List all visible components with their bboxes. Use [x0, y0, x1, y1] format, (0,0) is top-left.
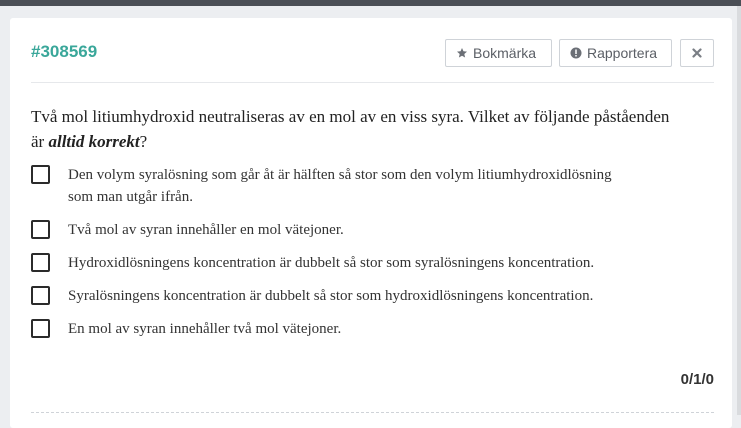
footer-divider [31, 412, 714, 413]
option-checkbox[interactable] [31, 165, 50, 184]
star-icon [456, 47, 468, 59]
option-checkbox[interactable] [31, 220, 50, 239]
answer-option[interactable] [31, 219, 628, 241]
question-card [10, 18, 732, 428]
bookmark-label: Bokmärka [473, 45, 537, 61]
question-emphasis: alltid korrekt [48, 132, 140, 151]
answer-option[interactable] [31, 164, 628, 208]
exclamation-circle-icon [570, 47, 582, 59]
report-label: Rapportera [587, 45, 658, 61]
option-label: Syralösningens koncentration är dubbelt så stor som hydroxidlösningens koncentration. [68, 288, 594, 304]
top-bar [0, 0, 741, 6]
option-label: En mol av syran innehåller två mol vätejoner. [68, 321, 342, 337]
question-text [31, 104, 671, 154]
score-counter: 0/1/0 [680, 371, 714, 388]
option-label: Hydroxidlösningens koncentration är dubbelt så stor som syralösningens koncentration. [68, 255, 595, 271]
option-label: Den volym syralösning som går åt är hälften så stor som den volym litiumhydroxidlösning som man utgår ifrån. [68, 167, 612, 205]
option-checkbox[interactable] [31, 319, 50, 338]
question-text-part: Två mol litiumhydroxid neutraliseras av en mol av en viss syra. Vilket av följande påståenden är [31, 107, 670, 151]
option-checkbox[interactable] [31, 286, 50, 305]
scrollbar[interactable] [737, 6, 741, 415]
report-button[interactable] [559, 39, 672, 67]
header-divider [31, 82, 714, 83]
option-checkbox[interactable] [31, 253, 50, 272]
answer-option[interactable] [31, 285, 668, 307]
answer-option[interactable] [31, 252, 668, 274]
bookmark-button[interactable] [445, 39, 552, 67]
question-id: #308569 [31, 42, 98, 61]
question-text-end: ? [139, 132, 148, 151]
answer-option[interactable] [31, 318, 628, 340]
close-icon [692, 48, 702, 58]
option-label: Två mol av syran innehåller en mol vätejoner. [68, 222, 344, 238]
close-button[interactable] [680, 39, 714, 67]
